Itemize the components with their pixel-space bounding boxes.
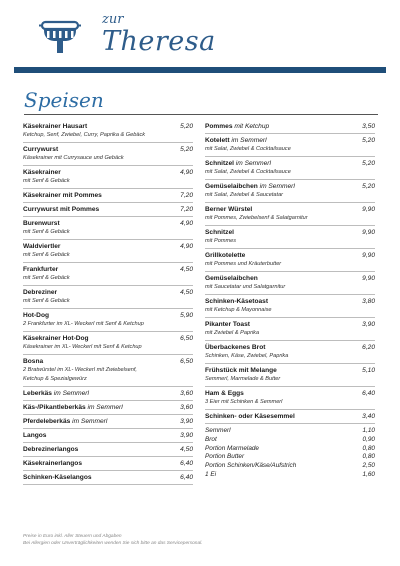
menu-item-price: 5,20 — [362, 160, 375, 167]
menu-item-price: 9,90 — [362, 229, 375, 236]
menu-item-title: Hot-Dog — [23, 312, 49, 319]
menu-item-title: Ham & Eggs — [205, 390, 244, 397]
menu-item — [205, 120, 375, 134]
menu-item-title: Gemüselaibchen — [205, 275, 258, 282]
menu-column-right — [205, 120, 375, 480]
menu-item-price: 9,90 — [362, 275, 375, 282]
menu-item-name — [23, 266, 58, 273]
menu-item-price: 4,50 — [180, 289, 193, 296]
menu-item-price: 3,80 — [362, 298, 375, 305]
menu-item-row — [205, 229, 375, 236]
menu-item-price: 3,60 — [180, 390, 193, 397]
extra-item — [205, 427, 375, 436]
menu-item-title: Schinken-Käsetoast — [205, 298, 269, 305]
menu-item — [23, 471, 193, 485]
menu-item-description: Käsekrainer mit Currysauce und Gebäck — [23, 155, 124, 161]
menu-item-title: Pikanter Toast — [205, 321, 250, 328]
menu-item-name — [23, 312, 49, 319]
extra-item-price: 0,80 — [362, 453, 375, 461]
extra-item-price: 1,10 — [362, 427, 375, 434]
menu-item-row — [23, 335, 193, 342]
logo-name: Theresa — [102, 26, 216, 57]
menu-item-description: 3 Eier mit Schinken & Semmerl — [205, 399, 283, 405]
menu-item-note: im Semmerl — [85, 404, 123, 411]
sausage-fork-logo-icon — [34, 14, 86, 54]
menu-item — [205, 318, 375, 341]
menu-item — [205, 364, 375, 387]
menu-item-row — [205, 137, 375, 144]
menu-item-row — [23, 418, 193, 425]
menu-item-title: Frühstück mit Melange — [205, 367, 277, 374]
menu-item-title: Currywurst — [23, 146, 59, 153]
menu-item-row — [23, 390, 193, 397]
menu-item-name — [23, 335, 89, 342]
menu-item-row — [23, 446, 193, 453]
menu-item-name — [205, 206, 252, 213]
menu-item-title: Currywurst mit Pommes — [23, 206, 100, 213]
menu-item — [23, 217, 193, 240]
menu-item-price: 5,20 — [362, 183, 375, 190]
menu-item-price: 4,50 — [180, 266, 193, 273]
menu-item-name — [205, 183, 295, 190]
menu-item-note: im Semmerl — [233, 160, 271, 167]
menu-item-title: Leberkäs — [23, 390, 52, 397]
menu-item-name — [23, 418, 107, 425]
menu-item-row — [23, 146, 193, 153]
menu-item-name — [205, 137, 267, 144]
menu-item-price: 9,90 — [362, 252, 375, 259]
extra-item-name: Portion Butter — [205, 453, 245, 461]
menu-item-row — [23, 432, 193, 439]
menu-item-name — [23, 220, 60, 227]
menu-item — [205, 387, 375, 410]
menu-item-title: Gemüselaibchen — [205, 183, 258, 190]
menu-item-description: Semmerl, Marmelade & Butter — [205, 376, 281, 382]
menu-item-name — [205, 413, 295, 420]
menu-item-description: Käsekrainer im XL- Weckerl mit Senf & Ketchup — [23, 344, 142, 350]
menu-item-row — [205, 298, 375, 305]
menu-item-title: Debrezinerlangos — [23, 446, 79, 453]
menu-item-description: mit Ketchup & Mayonnaise — [205, 307, 272, 313]
menu-item-title: Berner Würstel — [205, 206, 253, 213]
menu-item-name — [205, 321, 250, 328]
footer-price-note: Preise in Euro inkl. Aller Steuern und Abgaben — [23, 534, 122, 539]
header-bar — [14, 67, 386, 73]
menu-item — [205, 249, 375, 272]
menu-item-price: 3,50 — [362, 123, 375, 130]
menu-item-description: mit Pommes, Zwiebelsenf & Salatgarnitur — [205, 215, 308, 221]
menu-item-title: Überbackenes Brot — [205, 344, 266, 351]
menu-item-row — [205, 123, 375, 130]
menu-item-name — [23, 206, 99, 213]
menu-item-title: Kotelett — [205, 137, 230, 144]
menu-item-row — [23, 243, 193, 250]
menu-item-row — [205, 275, 375, 282]
menu-item — [23, 286, 193, 309]
menu-item-note: mit Ketchup — [232, 123, 270, 130]
menu-item-price: 4,90 — [180, 220, 193, 227]
menu-item — [23, 263, 193, 286]
menu-item-name — [205, 390, 244, 397]
menu-item-description: mit Senf & Gebäck — [23, 298, 70, 304]
extras-list — [205, 424, 375, 480]
menu-item-note: im Semmerl — [70, 418, 108, 425]
menu-item — [23, 166, 193, 189]
menu-item — [205, 134, 375, 157]
menu-item-row — [205, 367, 375, 374]
menu-item-name — [205, 344, 265, 351]
menu-item — [205, 180, 375, 203]
menu-item-price: 3,60 — [180, 404, 193, 411]
menu-item-name — [23, 146, 58, 153]
menu-item-description: mit Saucetatar und Salatgarnitur — [205, 284, 286, 290]
menu-item-price: 5,90 — [180, 312, 193, 319]
menu-item-price: 6,40 — [362, 390, 375, 397]
menu-item-name — [23, 460, 82, 467]
menu-item-price: 9,90 — [362, 206, 375, 213]
menu-item-name — [23, 192, 102, 199]
menu-item — [205, 157, 375, 180]
page-title: Speisen — [24, 88, 104, 112]
menu-item-name — [205, 298, 268, 305]
menu-item-name — [205, 252, 245, 259]
menu-item-title: Schinken- oder Käsesemmel — [205, 413, 295, 420]
menu-item-description: mit Zwiebel & Paprika — [205, 330, 260, 336]
extra-item-name: Portion Schinken/Käse/Aufstrich — [205, 462, 297, 470]
menu-item-price: 6,50 — [180, 358, 193, 365]
menu-item-note: im Semmerl — [51, 390, 89, 397]
menu-item-title: Käs-/Pikantleberkäs — [23, 404, 86, 411]
menu-item-price: 4,90 — [180, 243, 193, 250]
menu-item-price: 3,90 — [180, 432, 193, 439]
menu-column-left — [23, 120, 193, 485]
menu-item-description: Ketchup & Spezialgewürz — [23, 376, 87, 382]
menu-item-title: Schnitzel — [205, 160, 234, 167]
extra-item-name: Brot — [205, 435, 217, 443]
menu-item-description: 2 Frankfurter im XL- Weckerl mit Senf & Ketchup — [23, 321, 144, 327]
menu-item-name — [205, 229, 234, 236]
menu-item-name — [205, 160, 271, 167]
menu-item-title: Schnitzel — [205, 229, 234, 236]
menu-item-row — [205, 252, 375, 259]
menu-item-name — [23, 390, 89, 397]
menu-item-name — [205, 367, 277, 374]
menu-item — [205, 272, 375, 295]
extra-item-price: 0,80 — [362, 444, 375, 452]
menu-item-name — [23, 123, 87, 130]
menu-item — [23, 443, 193, 457]
menu-item — [23, 457, 193, 471]
extra-item — [205, 436, 375, 445]
menu-item-row — [205, 413, 375, 420]
menu-item — [205, 410, 375, 424]
menu-item-title: Waldviertler — [23, 243, 61, 250]
menu-item — [205, 295, 375, 318]
menu-item-note: im Semmerl — [229, 137, 267, 144]
menu-item — [23, 332, 193, 355]
extra-item-price: 2,50 — [362, 462, 375, 470]
menu-item — [205, 226, 375, 249]
menu-item-title: Käsekrainer — [23, 169, 61, 176]
menu-item-row — [23, 460, 193, 467]
menu-item-row — [23, 206, 193, 213]
menu-item-title: Käsekrainer mit Pommes — [23, 192, 102, 199]
menu-item-name — [23, 289, 57, 296]
menu-list-right — [205, 120, 375, 424]
menu-item-title: Schinken-Käselangos — [23, 474, 92, 481]
menu-item-price: 5,10 — [362, 367, 375, 374]
header — [0, 0, 400, 74]
menu-item-price: 3,40 — [362, 413, 375, 420]
menu-item — [23, 120, 193, 143]
menu-item-description: mit Pommes — [205, 238, 237, 244]
menu-item-price: 3,90 — [180, 418, 193, 425]
menu-item-name — [23, 474, 92, 481]
extra-item — [205, 445, 375, 454]
menu-item — [205, 203, 375, 226]
menu-item-title: Pferdeleberkäs — [23, 418, 71, 425]
menu-item-price: 6,40 — [180, 460, 193, 467]
menu-item-name — [23, 243, 61, 250]
menu-item-description: mit Senf & Gebäck — [23, 178, 70, 184]
menu-item-price: 4,90 — [180, 169, 193, 176]
menu-item-title: Bosna — [23, 358, 44, 365]
menu-item-price: 5,20 — [180, 146, 193, 153]
menu-item-title: Burenwurst — [23, 220, 60, 227]
menu-item-row — [205, 160, 375, 167]
menu-item-price: 6,50 — [180, 335, 193, 342]
menu-item — [23, 189, 193, 203]
menu-item-title: Debreziner — [23, 289, 58, 296]
menu-item — [23, 309, 193, 332]
menu-item-row — [23, 474, 193, 481]
menu-item-note: im Semmerl — [257, 183, 295, 190]
menu-item-row — [23, 192, 193, 199]
extra-item — [205, 471, 375, 480]
menu-item-name — [23, 358, 43, 365]
extra-item-name: Portion Marmelade — [205, 444, 259, 452]
menu-item-row — [23, 404, 193, 411]
menu-item-row — [205, 183, 375, 190]
menu-item-name — [23, 404, 123, 411]
menu-item-name — [23, 169, 61, 176]
menu-item-row — [23, 123, 193, 130]
menu-item-description: mit Senf & Gebäck — [23, 252, 70, 258]
menu-item-row — [23, 289, 193, 296]
menu-item-row — [205, 321, 375, 328]
menu-item-row — [205, 206, 375, 213]
menu-item-name — [205, 275, 258, 282]
menu-item-title: Käsekrainer Hot-Dog — [23, 335, 89, 342]
menu-item-price: 7,20 — [180, 206, 193, 213]
menu-item-row — [23, 266, 193, 273]
menu-item-description: Schinken, Käse, Zwiebel, Paprika — [205, 353, 289, 359]
menu-item-row — [205, 390, 375, 397]
menu-item-row — [23, 358, 193, 365]
menu-item — [205, 341, 375, 364]
menu-item-title: Frankfurter — [23, 266, 59, 273]
footer-allergy-note: Bei Allergien oder Unverträglichkeiten wenden Sie sich bitte an das Servicepersonal. — [23, 541, 203, 546]
menu-item-title: Langos — [23, 432, 47, 439]
menu-item — [23, 415, 193, 429]
extra-item-name: 1 Ei — [205, 470, 217, 478]
footer — [23, 533, 203, 547]
menu-item-price: 4,50 — [180, 446, 193, 453]
extra-item-price: 1,60 — [362, 470, 375, 478]
menu-item-price: 6,40 — [180, 474, 193, 481]
menu-item-description: Ketchup, Senf, Zwiebel, Curry, Paprika & Gebäck — [23, 132, 146, 138]
menu-item-description: mit Senf & Gebäck — [23, 229, 70, 235]
menu-item-name — [23, 446, 78, 453]
menu-item-description: mit Pommes und Kräuterbutter — [205, 261, 282, 267]
menu-item-description: mit Senf & Gebäck — [23, 275, 70, 281]
menu-item-title: Grillkotelette — [205, 252, 246, 259]
menu-item-price: 5,20 — [362, 137, 375, 144]
menu-item-name — [23, 432, 46, 439]
logo-small-text: zur — [102, 12, 124, 27]
extra-item — [205, 462, 375, 471]
menu-item-description: 2 Bratwürstel im XL- Weckerl mit Zwiebelsenf, — [23, 367, 137, 373]
menu-item — [23, 143, 193, 166]
menu-item-title: Käsekrainer Hausart — [23, 123, 88, 130]
menu-item-row — [23, 220, 193, 227]
menu-item — [23, 240, 193, 263]
menu-item-name — [205, 123, 269, 130]
menu-item — [23, 203, 193, 217]
menu-item-title: Käsekrainerlangos — [23, 460, 83, 467]
title-divider — [24, 114, 378, 115]
menu-item-description: mit Salat, Zwiebel & Cocktailsauce — [205, 169, 291, 175]
menu-item-row — [205, 344, 375, 351]
menu-item — [23, 401, 193, 415]
menu-item-row — [23, 169, 193, 176]
menu-item-price: 3,90 — [362, 321, 375, 328]
menu-item-description: mit Salat, Zwiebel & Cocktailsauce — [205, 146, 291, 152]
extra-item-name: Semmerl — [205, 427, 231, 434]
menu-item-price: 6,20 — [362, 344, 375, 351]
menu-item-description: mit Salat, Zwiebel & Saucetatar — [205, 192, 284, 198]
menu-item-price: 7,20 — [180, 192, 193, 199]
menu-item-price: 5,20 — [180, 123, 193, 130]
extra-item — [205, 453, 375, 462]
menu-item — [23, 355, 193, 387]
menu-item — [23, 387, 193, 401]
extra-item-price: 0,90 — [362, 435, 375, 443]
menu-item-row — [23, 312, 193, 319]
menu-item — [23, 429, 193, 443]
menu-item-title: Pommes — [205, 123, 233, 130]
